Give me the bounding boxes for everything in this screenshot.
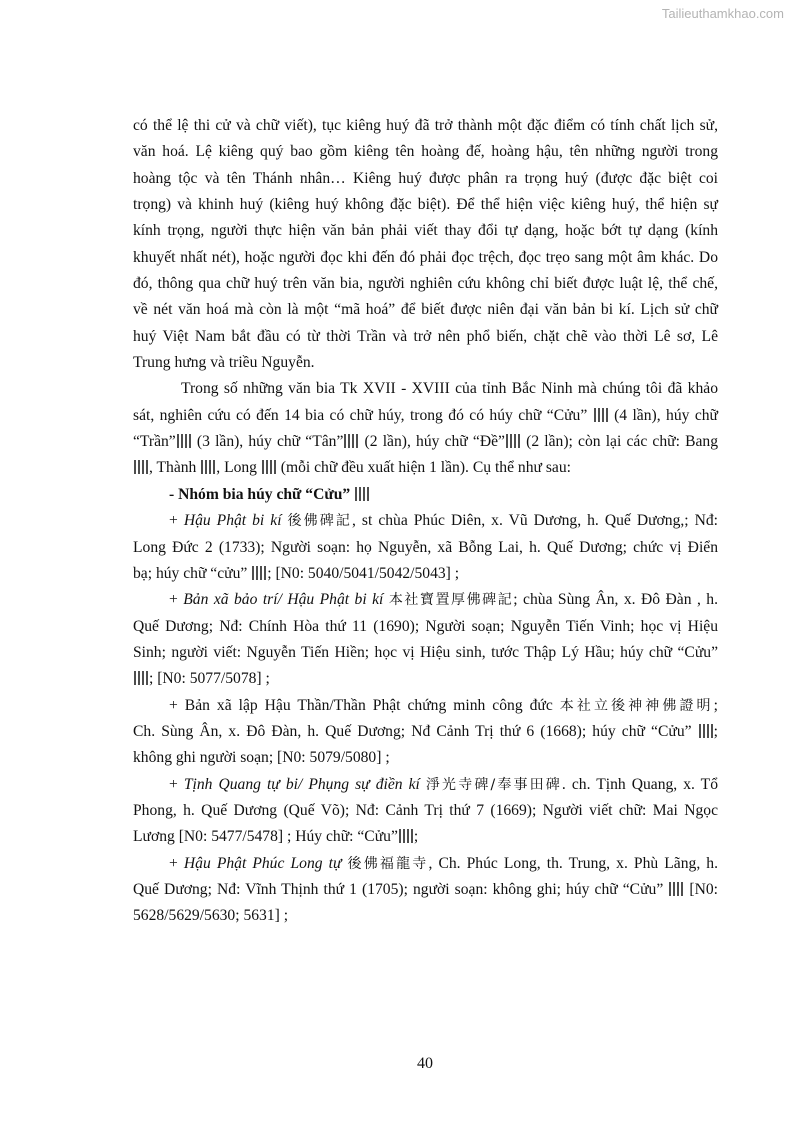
text-segment: . ch. Tịnh Quang, x. Tổ [561,775,719,793]
text-segment: ; [713,696,719,714]
text-segment: (mỗi chữ đều xuất hiện 1 lần). Cụ thể như sau: [276,459,571,477]
taboo-character-icon [669,882,683,896]
text-line [133,166,718,192]
text-segment: huý Việt Nam bắt đầu có từ thời Trần và trở nên phổ biến, chặt chẽ vào thời Lê sơ, Lê [133,327,718,345]
text-segment: Hậu Phật Phúc Long tự [183,854,348,872]
text-line [133,877,718,903]
text-segment: Hậu Phật bi kí [183,512,288,530]
text-line [133,719,718,745]
text-segment: (2 lần); còn lại các chữ: Bang [520,433,718,451]
text-line [133,192,718,218]
text-line [133,245,718,271]
text-segment: 5628/5629/5630; 5631] ; [133,907,289,925]
text-segment: Quế Dương; Nđ: Vĩnh Thịnh thứ 1 (1705); người soạn: không ghi; húy chữ “Cửu” [133,880,669,898]
text-line [133,693,718,719]
text-segment: có thể lệ thi cử và chữ viết), tục kiêng huý đã trở thành một đặc điểm có tính chất lịch sử, [133,117,718,134]
text-segment: trọng) và khinh huý (kiêng huý không đặc biệt). Để thể hiện việc kiêng huý, thể hiện sự [133,196,718,214]
text-segment: Bản xã bảo trí/ Hậu Phật bi kí [183,591,389,609]
text-segment: Quế Dương; Nđ: Chính Hòa thứ 11 (1690); Người soạn; Nguyễn Tiến Vinh; học vị Hiệu [133,617,718,635]
text-line [133,297,718,323]
text-line [133,429,718,455]
text-line [133,851,718,877]
text-segment: ; chùa Sùng Ân, x. Đô Đàn , h. [513,591,718,609]
text-line [133,218,718,244]
text-line [133,508,718,534]
text-line [133,824,718,850]
text-segment: , st chùa Phúc Diên, x. Vũ Dương, h. Quế Dương,; Nđ: [352,512,719,530]
han-text: 本社立後神神佛證明 [559,697,714,714]
page-number: 40 [417,1055,433,1072]
text-segment: Long Đức 2 (1733); Người soạn: họ Nguyễn, xã Bỗng Lai, h. Quế Dương; chức vị Điển [133,538,718,556]
text-segment: , Long [216,459,261,477]
text-line [133,139,718,165]
text-segment: hoàng tộc và tên Thánh nhân… Kiêng huý được phân ra trọng huý (được đặc biệt coi [133,169,718,187]
text-segment: bạ; húy chữ “cửu” [133,564,252,582]
text-segment: Sinh; người viết: Nguyễn Tiến Hiền; học vị Hiệu sinh, tước Thập Lý Hầu; húy chữ “Cửu” [133,643,718,661]
taboo-character-icon [177,434,191,448]
text-line [133,561,718,587]
text-segment: đó, thông qua chữ huý trên văn bia, người nghiên cứu không chỉ biết được luật lệ, thể chế, [133,275,718,293]
text-segment: về nét văn hoá mà còn là một “mã hoá” để biết được niên đại văn bản bi kí. Lịch sử chữ [133,301,718,319]
text-segment: ; [413,828,419,846]
text-line [133,271,718,297]
taboo-character-icon [134,460,148,474]
text-line [133,745,718,771]
text-segment: - Nhóm bia húy chữ “Cửu” [169,485,355,503]
text-line [133,350,718,376]
text-line [133,798,718,824]
taboo-character-icon [699,724,713,738]
watermark: Tailieuthamkhao.com [661,6,784,21]
text-segment: + [169,512,184,530]
text-segment: văn hoá. Lệ kiêng quý bao gồm kiêng tên hoàng đế, hoàng hậu, tên những người trong [133,143,718,161]
text-segment: [N0: [684,880,718,898]
document-body [133,113,718,930]
text-segment: Ch. Sùng Ân, x. Đô Đàn, h. Quế Dương; Nđ Cảnh Trị thứ 6 (1668); húy chữ “Cửu” [133,722,698,740]
text-segment: (4 lần), húy chữ [608,406,718,424]
text-line [133,482,718,508]
text-segment: Lương [N0: 5477/5478] ; Húy chữ: “Cửu” [133,828,398,846]
text-line [133,666,718,692]
text-segment: Tịnh Quang tự bi/ Phụng sự điền kí [183,775,426,793]
text-line [133,535,718,561]
text-segment: ; [N0: 5040/5041/5042/5043] ; [267,564,460,582]
text-line [133,903,718,929]
han-text: 後佛碑記 [287,513,352,530]
text-segment: + [169,775,184,793]
taboo-character-icon [262,460,276,474]
text-line [133,455,718,481]
han-text: 淨光寺碑/奉事田碑 [425,776,562,793]
text-segment: ; [N0: 5077/5078] ; [149,670,270,688]
text-segment: (2 lần), húy chữ “Đề” [359,433,505,451]
text-segment: + [169,854,184,872]
text-segment: , Ch. Phúc Long, th. Trung, x. Phù Lãng, h. [428,854,718,872]
text-line [133,376,718,402]
taboo-character-icon [506,434,520,448]
text-line [133,324,718,350]
text-line [133,772,718,798]
text-segment: Trong số những văn bia Tk XVII - XVIII của tỉnh Bắc Ninh mà chúng tôi đã khảo [181,380,718,398]
taboo-character-icon [355,487,369,501]
text-segment: Trung hưng và triều Nguyễn. [133,354,315,372]
text-line [133,403,718,429]
text-segment: ; [713,722,718,740]
taboo-character-icon [399,829,413,843]
taboo-character-icon [252,566,266,580]
text-segment: + [169,591,184,609]
text-segment: khuyết nhất nét), hoặc người đọc khi đến đó phải đọc trệch, đọc trẹo sang một âm khác. Do [133,248,718,266]
text-segment: “Trần” [133,433,176,451]
taboo-character-icon [344,434,358,448]
taboo-character-icon [594,408,608,422]
text-segment: không ghi người soạn; [N0: 5079/5080] ; [133,749,390,767]
taboo-character-icon [201,460,215,474]
text-segment: + Bản xã lập Hậu Thần/Thần Phật chứng minh công đức [169,696,560,714]
text-line [133,587,718,613]
text-segment: sát, nghiên cứu có đến 14 bia có chữ húy, trong đó có húy chữ “Cửu” [133,406,593,424]
text-segment: , Thành [149,459,201,477]
text-segment: (3 lần), húy chữ “Tân” [191,433,344,451]
taboo-character-icon [134,671,148,685]
text-line [133,640,718,666]
text-line [133,614,718,640]
text-segment: Phong, h. Quế Dương (Quế Võ); Nđ: Cảnh Trị thứ 7 (1669); Người viết chữ: Mai Ngọc [133,801,718,819]
han-text: 本社寶置厚佛碑記 [388,592,514,609]
text-line [133,113,718,139]
han-text: 後佛福龍寺 [347,855,429,872]
text-segment: kính trọng, người thực hiện văn bản phải viết thay đổi tự dạng, hoặc bớt tự dạng (kính [133,222,718,240]
